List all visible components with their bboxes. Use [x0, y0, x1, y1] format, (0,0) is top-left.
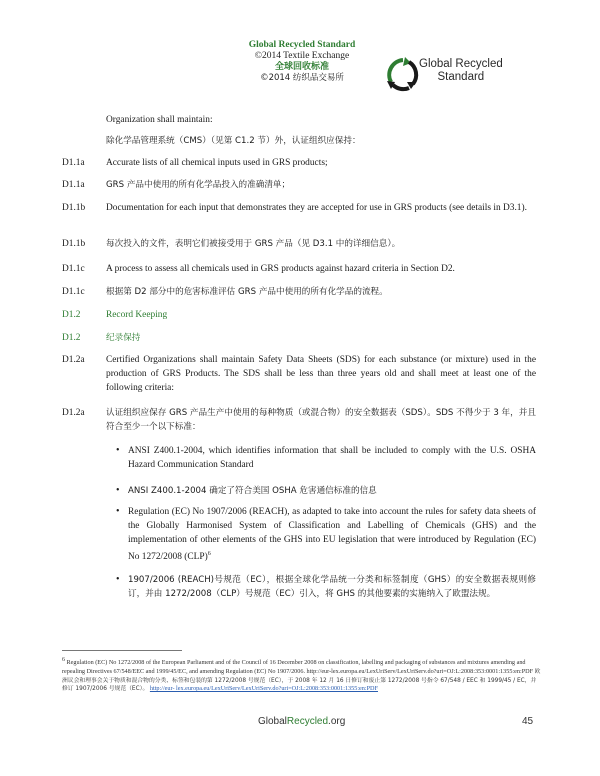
- bullet-text: 1907/2006 (REACH)号规范（EC），根据全球化学品统一分类和标签制度（GHS）的安全数据表规则修订，并由 1272/2008（CLP）号规范（EC）引入，将 GHS 的其他要素的实施纳入了欧盟法规。: [128, 575, 536, 599]
- clause-number: D1.2a: [62, 355, 85, 365]
- clause-text: Certified Organizations shall maintain Safety Data Sheets (SDS) for each substance (or mixture) used in the production of GRS Products. The SDS shall be less than three years old and shall meet at least one of the following criteria:: [106, 355, 536, 393]
- bullet-marker: •: [116, 445, 120, 456]
- page-number: 45: [522, 716, 534, 727]
- footnote-ref: 6: [207, 551, 211, 557]
- clause-text: 每次投入的文件，表明它们被接受用于 GRS 产品（见 D3.1 中的详细信息）。: [106, 239, 401, 249]
- bullet-marker: •: [116, 485, 120, 496]
- section-title-en: Record Keeping: [106, 310, 168, 320]
- bullet-text: Regulation (EC) No 1907/2006 (REACH), as adapted to take into account the rules for safety data sheets of the Globally Harmonised System of Classification and Labelling of Chemicals (GHS) and the implementation of other elements of the GHS into EU legislation that were introduced by Regulation (EC) No 1272/2008 (CLP): [128, 507, 536, 563]
- intro-cn: 除化学品管理系统（CMS）（见第 C1.2 节）外，认证组织应保持：: [106, 136, 361, 146]
- clause-number: D1.1b: [62, 239, 86, 249]
- section-number-cn: D1.2: [62, 333, 81, 343]
- clause-text: GRS 产品中使用的所有化学品投入的准确清单；: [106, 180, 291, 190]
- section-title-cn: 纪录保持: [106, 333, 141, 343]
- section-number-en: D1.2: [62, 310, 81, 320]
- bullet-marker: •: [116, 506, 120, 517]
- header-copyright-en: ©2014 Textile Exchange: [254, 51, 350, 61]
- footnote-divider: [62, 650, 182, 651]
- header-text-block: [222, 40, 382, 84]
- bullet-text: ANSI Z400.1-2004, which identifies information that shall be included to comply with the U.S. OSHA Hazard Communication Standard: [128, 446, 536, 470]
- intro-en: Organization shall maintain:: [106, 115, 213, 125]
- header-title-en: Global Recycled Standard: [248, 40, 356, 50]
- logo-line-1: Global Recycled: [419, 58, 503, 70]
- grs-logo: [383, 52, 523, 96]
- clause-text: 根据第 D2 部分中的危害标准评估 GRS 产品中使用的所有化学品的流程。: [106, 287, 388, 297]
- clause-text: 认证组织应保存 GRS 产品生产中使用的每种物质（或混合物）的安全数据表（SDS）。SDS 不得少于 3 年，并且符合至少一个以下标准：: [106, 408, 536, 432]
- footnote: [62, 656, 542, 694]
- clause-number: D1.2a: [62, 408, 85, 418]
- footer-site-accent: Recycled: [286, 716, 329, 727]
- clause-number: D1.1c: [62, 287, 85, 297]
- clause-text: Accurate lists of all chemical inputs used in GRS products;: [106, 158, 328, 168]
- footer-site-suffix: .org: [328, 716, 346, 727]
- bullet-text-with-footnote: [128, 505, 536, 564]
- header-title-cn: 全球回收标准: [274, 62, 329, 72]
- clause-number: D1.1b: [62, 203, 86, 213]
- clause-number: D1.1a: [62, 180, 85, 190]
- clause-text: Documentation for each input that demonstrates they are accepted for use in GRS products (see details in D3.1).: [106, 203, 527, 213]
- footer-website[interactable]: [258, 716, 345, 727]
- recycle-arrows-icon: [383, 52, 423, 96]
- clause-number: D1.1c: [62, 264, 85, 274]
- bullet-marker: •: [116, 574, 120, 585]
- footnote-link[interactable]: http://eur- lex.europa.eu/LexUriServ/LexUriServ.do?uri=OJ:L:2008:353:0001:1355:en:PDF: [149, 685, 378, 693]
- bullet-text: ANSI Z400.1-2004 确定了符合美国 OSHA 危害通信标准的信息: [128, 486, 377, 496]
- footnote-marker: 6: [62, 657, 65, 663]
- logo-wordmark: [419, 58, 503, 84]
- footnote-text-cn: 欧洲议会和理事会关于物质和混合物的分类、标签和包装的第 1272/2008 号规范（EC），于 2008 年 12 月 16 日修订和废止第 1272/2008 号指令 67/548 / EEC 和 1999/45 / EC，并修订 1907/2006 号规范（EC）。: [62, 668, 541, 693]
- footnote-text-en: Regulation (EC) No 1272/2008 of the European Parliament and of the Council of 16 December 2008 on classification, labelling and packaging of substances and mixtures amending and repealing Directives 67/548/EEC and 1999/45/EC, and amending Regulation (EC) No 1907/2006. http://eur-lex.europa.eu/LexUriServ/LexUriServ.do?uri=OJ:L:2008:353:0001:1355:en:PDF: [62, 659, 534, 675]
- clause-text: A process to assess all chemicals used in GRS products against hazard criteria in Section D2.: [106, 264, 455, 274]
- clause-number: D1.1a: [62, 158, 85, 168]
- logo-line-2: Standard: [437, 71, 485, 83]
- footer-site-prefix: Global: [258, 716, 287, 727]
- header-copyright-cn: ©2014 纺织品交易所: [260, 73, 344, 83]
